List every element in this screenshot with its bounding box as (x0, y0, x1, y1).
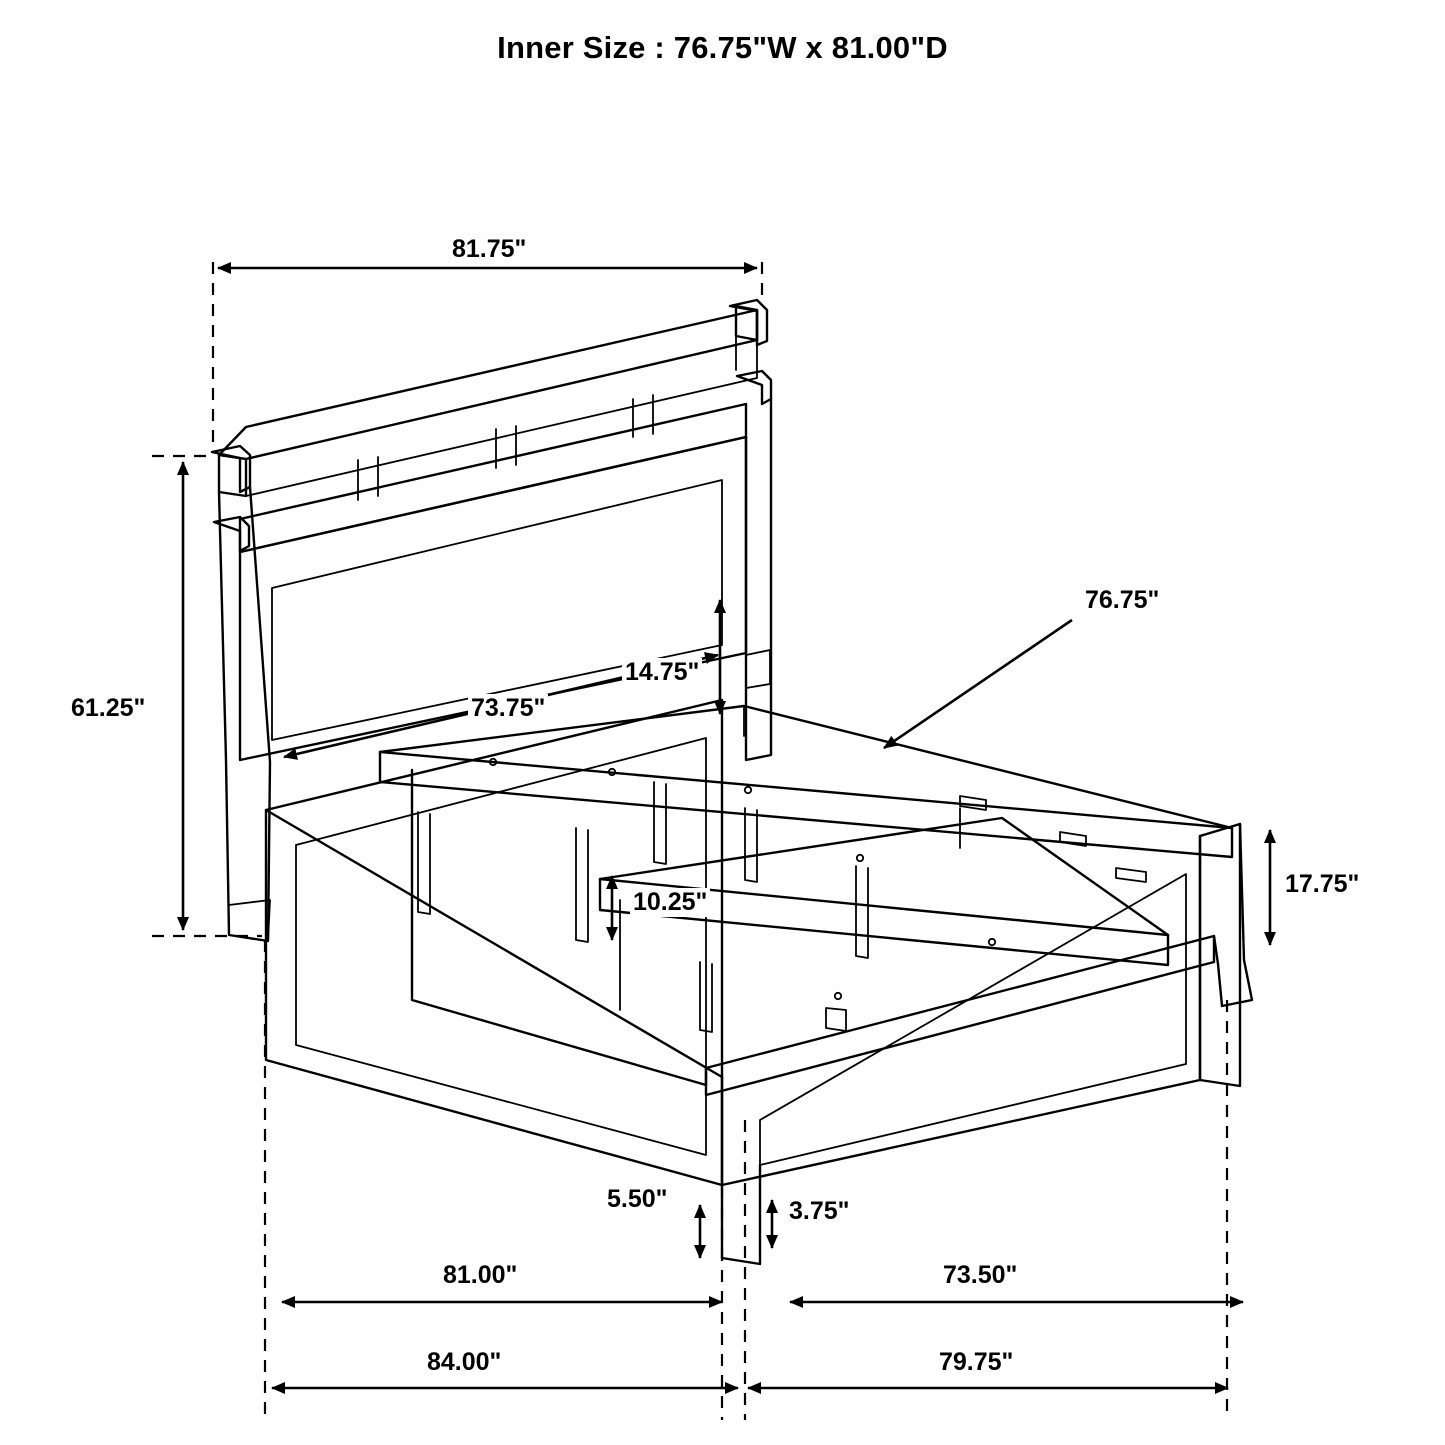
label-footboard-depth: 79.75" (936, 1348, 1016, 1377)
slat-support-system (380, 706, 1232, 1095)
headboard-lower-rail (240, 404, 746, 552)
label-headboard-clearance: 14.75" (622, 658, 702, 687)
label-inner-width: 76.75" (1082, 586, 1162, 615)
rail-bracket (746, 650, 770, 688)
dimension-overall-height (152, 456, 262, 936)
dimension-inner-width (884, 620, 1072, 748)
label-overall-depth: 84.00" (424, 1348, 504, 1377)
headboard-slats (358, 395, 653, 500)
label-rear-leg-clearance: 5.50" (604, 1185, 671, 1214)
bed-illustration (212, 300, 1252, 1264)
label-headboard-width: 81.75" (449, 235, 529, 264)
label-slat-height: 10.25" (630, 888, 710, 917)
label-headboard-panel-width: 73.75" (468, 694, 548, 723)
headboard-top-rail (219, 306, 757, 496)
side-rail-left (266, 700, 722, 1185)
label-inner-depth: 81.00" (440, 1261, 520, 1290)
label-footboard-height: 17.75" (1282, 870, 1362, 899)
label-front-leg-clearance: 3.75" (786, 1197, 853, 1226)
label-side-rail-depth: 73.50" (940, 1261, 1020, 1290)
headboard-posts (212, 300, 771, 551)
label-overall-height: 61.25" (68, 694, 148, 723)
page-title: Inner Size : 76.75"W x 81.00"D (497, 30, 948, 65)
